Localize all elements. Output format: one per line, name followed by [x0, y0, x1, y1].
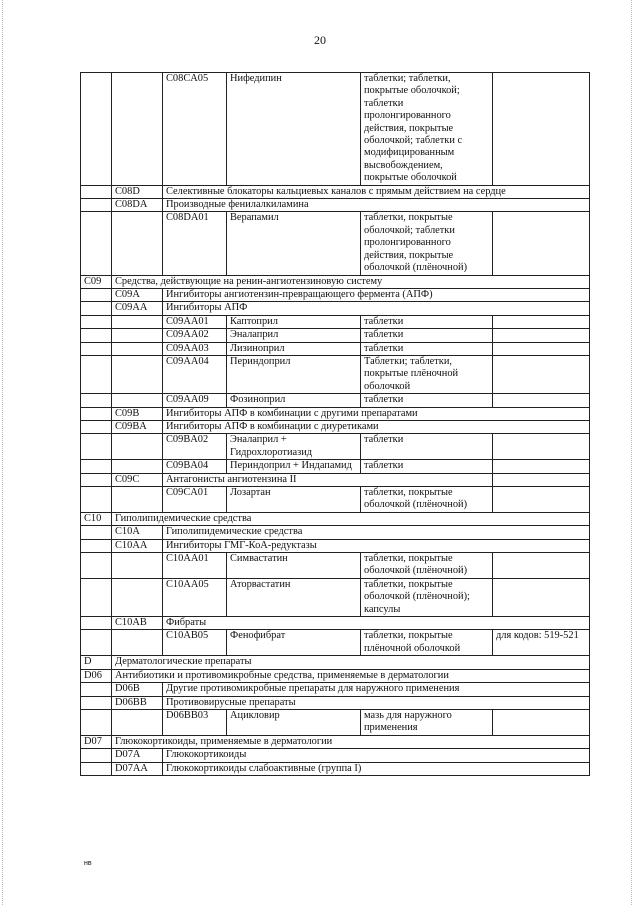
empty-cell	[112, 553, 163, 579]
code-cell: C09BA02	[163, 434, 227, 460]
empty-cell	[81, 420, 112, 433]
drug-name-cell: Фенофибрат	[227, 630, 361, 656]
code-cell: C08DA	[112, 199, 163, 212]
code-cell: C10AA01	[163, 553, 227, 579]
empty-cell	[81, 473, 112, 486]
code-cell: D07AA	[112, 762, 163, 775]
empty-cell	[81, 487, 112, 513]
empty-cell	[81, 342, 112, 355]
empty-cell	[112, 315, 163, 328]
empty-cell	[112, 73, 163, 186]
code-cell: C08CA05	[163, 73, 227, 186]
table-row	[81, 394, 590, 407]
note-cell	[493, 394, 590, 407]
group-name-cell: Селективные блокаторы кальциевых каналов с прямым действием на сердце	[163, 185, 590, 198]
table-row	[81, 617, 590, 630]
note-cell	[493, 329, 590, 342]
code-cell: C10A	[112, 526, 163, 539]
empty-cell	[81, 539, 112, 552]
code-cell: C09AA04	[163, 355, 227, 393]
drug-name-cell: Эналаприл	[227, 329, 361, 342]
dosage-form-cell: таблетки, покрытые оболочкой (плёночной); капсулы	[361, 578, 493, 616]
drug-name-cell: Периндоприл	[227, 355, 361, 393]
code-cell: D06	[81, 669, 112, 682]
empty-cell	[112, 394, 163, 407]
code-cell: C09AA	[112, 302, 163, 315]
table-row	[81, 749, 590, 762]
note-cell: для кодов: 519-521	[493, 630, 590, 656]
table-row	[81, 539, 590, 552]
drug-name-cell: Ацикловир	[227, 709, 361, 735]
dosage-form-cell: таблетки	[361, 342, 493, 355]
drug-name-cell: Лозартан	[227, 487, 361, 513]
empty-cell	[112, 487, 163, 513]
group-name-cell: Дерматологические препараты	[112, 656, 590, 669]
empty-cell	[112, 578, 163, 616]
scan-edge-left	[2, 0, 4, 905]
drug-name-cell: Лизиноприл	[227, 342, 361, 355]
note-cell	[493, 578, 590, 616]
code-cell: C09	[81, 275, 112, 288]
table-row	[81, 630, 590, 656]
dosage-form-cell: таблетки, покрытые оболочкой (плёночной)	[361, 487, 493, 513]
table-row	[81, 735, 590, 748]
code-cell: C09CA01	[163, 487, 227, 513]
dosage-form-cell: мазь для наружного применения	[361, 709, 493, 735]
empty-cell	[81, 329, 112, 342]
empty-cell	[81, 288, 112, 301]
empty-cell	[81, 199, 112, 212]
dosage-form-cell: таблетки; таблетки, покрытые оболочкой; таблетки пролонгированного действия, покрытые оболочкой; таблетки с модифицированным высвобождением, покрытые оболочкой	[361, 73, 493, 186]
drug-name-cell: Периндоприл + Индапамид	[227, 460, 361, 473]
group-name-cell: Ингибиторы ангиотензин-превращающего фермента (АПФ)	[163, 288, 590, 301]
table-row	[81, 709, 590, 735]
empty-cell	[112, 630, 163, 656]
empty-cell	[112, 342, 163, 355]
empty-cell	[81, 630, 112, 656]
empty-cell	[81, 526, 112, 539]
empty-cell	[81, 762, 112, 775]
table-row	[81, 460, 590, 473]
group-name-cell: Антибиотики и противомикробные средства, применяемые в дерматологии	[112, 669, 590, 682]
code-cell: D07	[81, 735, 112, 748]
code-cell: C09AA09	[163, 394, 227, 407]
note-cell	[493, 212, 590, 275]
drug-name-cell: Эналаприл + Гидрохлоротиазид	[227, 434, 361, 460]
empty-cell	[493, 473, 590, 486]
empty-cell	[81, 749, 112, 762]
table-row	[81, 329, 590, 342]
note-cell	[493, 709, 590, 735]
group-name-cell: Глюкокортикоиды	[163, 749, 590, 762]
table-row	[81, 73, 590, 186]
code-cell: D06BB	[112, 696, 163, 709]
empty-cell	[112, 434, 163, 460]
group-name-cell: Противовирусные препараты	[163, 696, 590, 709]
dosage-form-cell: таблетки	[361, 460, 493, 473]
dosage-form-cell: таблетки, покрытые оболочкой; таблетки пролонгированного действия, покрытые оболочкой (плёночной)	[361, 212, 493, 275]
table-row	[81, 473, 590, 486]
group-name-cell: Гиполипидемические средства	[112, 512, 590, 525]
table-row	[81, 683, 590, 696]
table-row	[81, 288, 590, 301]
empty-cell	[81, 696, 112, 709]
code-cell: D07A	[112, 749, 163, 762]
drug-name-cell: Верапамил	[227, 212, 361, 275]
table-row	[81, 407, 590, 420]
note-cell	[493, 315, 590, 328]
scan-edge-right	[631, 0, 633, 905]
note-cell	[493, 73, 590, 186]
note-cell	[493, 355, 590, 393]
table-row	[81, 185, 590, 198]
code-cell: C10AA	[112, 539, 163, 552]
empty-cell	[81, 434, 112, 460]
empty-cell	[81, 394, 112, 407]
code-cell: C08D	[112, 185, 163, 198]
table-row	[81, 355, 590, 393]
empty-cell	[81, 578, 112, 616]
empty-cell	[81, 302, 112, 315]
table-row	[81, 275, 590, 288]
empty-cell	[81, 73, 112, 186]
code-cell: C10AB05	[163, 630, 227, 656]
drug-name-cell: Нифедипин	[227, 73, 361, 186]
empty-cell	[112, 709, 163, 735]
empty-cell	[81, 709, 112, 735]
table-row	[81, 199, 590, 212]
dosage-form-cell: таблетки	[361, 394, 493, 407]
code-cell: C09BA	[112, 420, 163, 433]
empty-cell	[81, 212, 112, 275]
table-row	[81, 656, 590, 669]
table-row	[81, 315, 590, 328]
dosage-form-cell: таблетки, покрытые оболочкой (плёночной)	[361, 553, 493, 579]
code-cell: C10AB	[112, 617, 163, 630]
table-row	[81, 696, 590, 709]
group-name-cell: Производные фенилалкиламина	[163, 199, 590, 212]
empty-cell	[81, 553, 112, 579]
table-row	[81, 526, 590, 539]
group-name-cell: Глюкокортикоиды слабоактивные (группа I)	[163, 762, 590, 775]
note-cell	[493, 342, 590, 355]
code-cell: C09C	[112, 473, 163, 486]
group-name-cell: Гиполипидемические средства	[163, 526, 590, 539]
group-name-cell: Ингибиторы ГМГ-КоА-редуктазы	[163, 539, 590, 552]
empty-cell	[112, 460, 163, 473]
drug-classification-table	[80, 72, 590, 776]
code-cell: C09B	[112, 407, 163, 420]
empty-cell	[81, 683, 112, 696]
note-cell	[493, 553, 590, 579]
dosage-form-cell: таблетки	[361, 329, 493, 342]
table-row	[81, 434, 590, 460]
dosage-form-cell: таблетки	[361, 434, 493, 460]
group-name-cell: Другие противомикробные препараты для наружного применения	[163, 683, 590, 696]
table-row	[81, 669, 590, 682]
code-cell: D	[81, 656, 112, 669]
code-cell: C08DA01	[163, 212, 227, 275]
drug-name-cell: Каптоприл	[227, 315, 361, 328]
empty-cell	[112, 329, 163, 342]
group-name-cell: Глюкокортикоиды, применяемые в дерматологии	[112, 735, 590, 748]
code-cell: D06BB03	[163, 709, 227, 735]
group-name-cell: Ингибиторы АПФ в комбинации с другими препаратами	[163, 407, 590, 420]
drug-name-cell: Фозиноприл	[227, 394, 361, 407]
dosage-form-cell: Таблетки; таблетки, покрытые плёночной оболочкой	[361, 355, 493, 393]
group-name-cell: Ингибиторы АПФ	[163, 302, 590, 315]
group-name-cell: Средства, действующие на ренин-ангиотензиновую систему	[112, 275, 590, 288]
code-cell: C09AA02	[163, 329, 227, 342]
empty-cell	[81, 355, 112, 393]
code-cell: C10AA05	[163, 578, 227, 616]
empty-cell	[81, 617, 112, 630]
code-cell: C09AA01	[163, 315, 227, 328]
code-cell: C09AA03	[163, 342, 227, 355]
table-row	[81, 487, 590, 513]
empty-cell	[81, 407, 112, 420]
empty-cell	[112, 355, 163, 393]
code-cell: C10	[81, 512, 112, 525]
empty-cell	[81, 185, 112, 198]
table-row	[81, 302, 590, 315]
empty-cell	[81, 315, 112, 328]
table-row	[81, 512, 590, 525]
table-row	[81, 342, 590, 355]
empty-cell	[112, 212, 163, 275]
page-number: 20	[314, 33, 326, 47]
drug-name-cell: Симвастатин	[227, 553, 361, 579]
group-name-cell: Ингибиторы АПФ в комбинации с диуретиками	[163, 420, 590, 433]
empty-cell	[81, 460, 112, 473]
note-cell	[493, 487, 590, 513]
dosage-form-cell: таблетки, покрытые плёночной оболочкой	[361, 630, 493, 656]
dosage-form-cell: таблетки	[361, 315, 493, 328]
footer-mark: нв	[84, 860, 92, 867]
code-cell: C09BA04	[163, 460, 227, 473]
table-row	[81, 212, 590, 275]
table-row	[81, 762, 590, 775]
code-cell: D06B	[112, 683, 163, 696]
group-name-cell: Фибраты	[163, 617, 590, 630]
note-cell	[493, 434, 590, 460]
table-row	[81, 420, 590, 433]
table-row	[81, 553, 590, 579]
code-cell: C09A	[112, 288, 163, 301]
table-row	[81, 578, 590, 616]
drug-name-cell: Аторвастатин	[227, 578, 361, 616]
group-name-cell: Антагонисты ангиотензина II	[163, 473, 493, 486]
note-cell	[493, 460, 590, 473]
